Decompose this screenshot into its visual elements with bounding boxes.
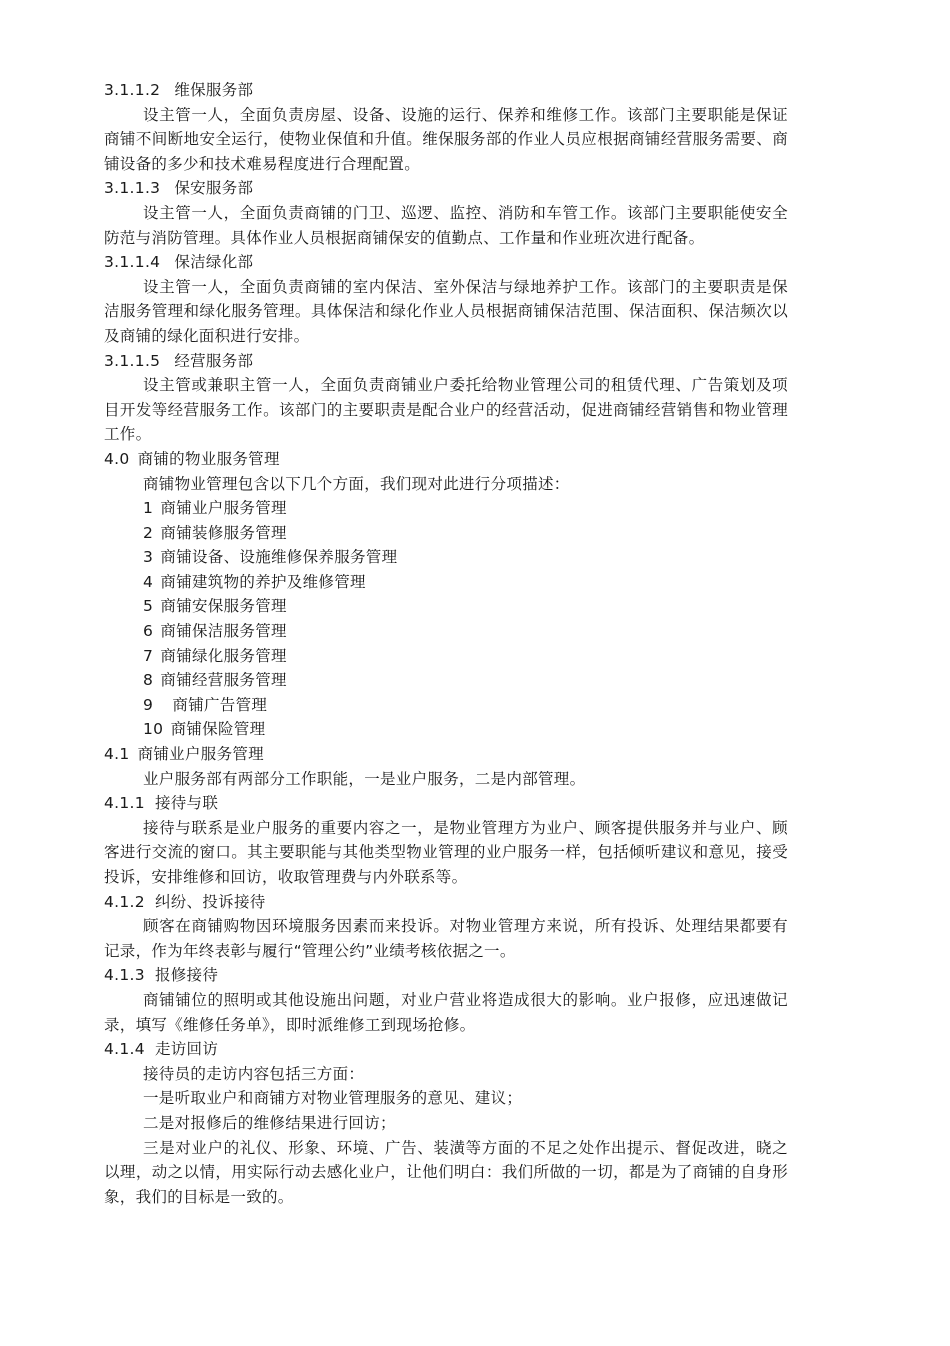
document-page <box>104 78 788 1209</box>
list-item-text: 商铺绿化服务管理 <box>160 646 287 665</box>
paragraph: 商铺物业管理包含以下几个方面，我们现对此进行分项描述： <box>143 474 570 493</box>
section-title: 纠纷、投诉接待 <box>154 892 266 911</box>
section-title: 经营服务部 <box>174 351 254 370</box>
paragraph: 顾客在商铺购物因环境服务因素而来投诉。对物业管理方来说，所有投诉、处理结果都要有记录，作为年终表彰与履行“管理公约”业绩考核依据之一。 <box>104 917 788 960</box>
list-item-number: 3 <box>143 548 154 567</box>
paragraph: 三是对业户的礼仪、形象、环境、广告、装潢等方面的不足之处作出提示、督促改进，晓之以理，动之以情，用实际行动去感化业户，让他们明白：我们所做的一切，都是为了商铺的自身形象，我们的目标是一致的。 <box>104 1138 788 1206</box>
list-item-number: 2 <box>143 523 154 542</box>
list-item-text: 商铺安保服务管理 <box>160 597 287 616</box>
paragraph: 设主管一人，全面负责商铺的室内保洁、室外保洁与绿地养护工作。该部门的主要职责是保洁服务管理和绿化服务管理。具体保洁和绿化作业人员根据商铺保洁范围、保洁面积、保洁频次以及商铺的绿化面积进行安排。 <box>104 277 788 345</box>
section-title: 保洁绿化部 <box>174 253 254 272</box>
list-item <box>104 570 788 595</box>
list-item-number: 9 <box>143 695 154 714</box>
list-item <box>104 619 788 644</box>
list-item <box>104 668 788 693</box>
section-heading-3-1-1-2 <box>104 78 788 103</box>
list-item-number: 6 <box>143 622 154 641</box>
paragraph: 设主管一人，全面负责房屋、设备、设施的运行、保养和维修工作。该部门主要职能是保证商铺不间断地安全运行，使物业保值和升值。维保服务部的作业人员应根据商铺经营服务需要、商铺设备的多少和技术难易程度进行合理配置。 <box>104 105 788 173</box>
list-item-text: 商铺广告管理 <box>172 695 268 714</box>
section-title: 维保服务部 <box>174 81 254 99</box>
section-title: 接待与联 <box>154 794 219 813</box>
section-number: 3.1.1.4 <box>104 253 161 272</box>
section-number: 4.0 <box>104 449 130 468</box>
paragraph: 一是听取业户和商铺方对物业管理服务的意见、建议； <box>143 1089 523 1108</box>
paragraph: 商铺铺位的照明或其他设施出问题，对业户营业将造成很大的影响。业户报修，应迅速做记录，填写《维修任务单》，即时派维修工到现场抢修。 <box>104 990 788 1034</box>
section-heading-3-1-1-5 <box>104 349 788 374</box>
list-item-number: 1 <box>143 499 154 518</box>
list-item <box>104 545 788 570</box>
list-item-text: 商铺保洁服务管理 <box>160 622 287 641</box>
section-number: 4.1.1 <box>104 794 145 813</box>
paragraph: 业户服务部有两部分工作职能，一是业户服务，二是内部管理。 <box>143 769 586 788</box>
list-item <box>104 644 788 669</box>
section-heading-4-1-2 <box>104 890 788 915</box>
section-number: 3.1.1.5 <box>104 351 161 370</box>
paragraph: 接待员的走访内容包括三方面： <box>143 1064 365 1083</box>
section-title: 商铺业户服务管理 <box>137 745 264 764</box>
paragraph: 设主管一人，全面负责商铺的门卫、巡逻、监控、消防和车管工作。该部门主要职能使安全防范与消防管理。具体作业人员根据商铺保安的值勤点、工作量和作业班次进行配备。 <box>104 203 788 247</box>
list-item-number: 10 <box>143 720 164 739</box>
section-number: 4.1.3 <box>104 966 145 985</box>
list-item <box>104 717 788 742</box>
list-item <box>104 693 788 718</box>
list-item-text: 商铺经营服务管理 <box>160 671 287 690</box>
section-title: 保安服务部 <box>174 179 254 198</box>
paragraph: 接待与联系是业户服务的重要内容之一，是物业管理方为业户、顾客提供服务并与业户、顾客进行交流的窗口。其主要职能与其他类型物业管理的业户服务一样，包括倾听建议和意见，接受投诉，安排维修和回访，收取管理费与内外联系等。 <box>104 818 788 886</box>
section-title: 报修接待 <box>154 966 219 985</box>
section-number: 3.1.1.2 <box>104 81 161 99</box>
list-item-text: 商铺建筑物的养护及维修管理 <box>160 572 366 591</box>
list-item-text: 商铺设备、设施维修保养服务管理 <box>160 548 398 567</box>
section-heading-4-1-1 <box>104 791 788 816</box>
section-number: 3.1.1.3 <box>104 179 161 198</box>
list-item <box>104 594 788 619</box>
paragraph: 二是对报修后的维修结果进行回访； <box>143 1113 396 1132</box>
section-number: 4.1.2 <box>104 892 145 911</box>
list-item-number: 5 <box>143 597 154 616</box>
section-number: 4.1.4 <box>104 1040 145 1059</box>
list-item-text: 商铺装修服务管理 <box>160 523 287 542</box>
list-item-number: 7 <box>143 646 154 665</box>
section-heading-4-1-3 <box>104 963 788 988</box>
section-heading-4-0 <box>104 447 788 472</box>
section-title: 走访回访 <box>154 1040 219 1059</box>
section-heading-3-1-1-3 <box>104 176 788 201</box>
list-item-text: 商铺保险管理 <box>170 720 266 739</box>
section-heading-4-1 <box>104 742 788 767</box>
paragraph: 设主管或兼职主管一人，全面负责商铺业户委托给物业管理公司的租赁代理、广告策划及项目开发等经营服务工作。该部门的主要职责是配合业户的经营活动，促进商铺经营销售和物业管理工作。 <box>104 376 788 444</box>
list-item <box>104 496 788 521</box>
section-heading-3-1-1-4 <box>104 250 788 275</box>
list-item-text: 商铺业户服务管理 <box>160 499 287 518</box>
section-number: 4.1 <box>104 745 130 764</box>
section-heading-4-1-4 <box>104 1037 788 1062</box>
list-item-number: 4 <box>143 572 154 591</box>
list-item-number: 8 <box>143 671 154 690</box>
list-item <box>104 521 788 546</box>
section-title: 商铺的物业服务管理 <box>137 449 280 468</box>
